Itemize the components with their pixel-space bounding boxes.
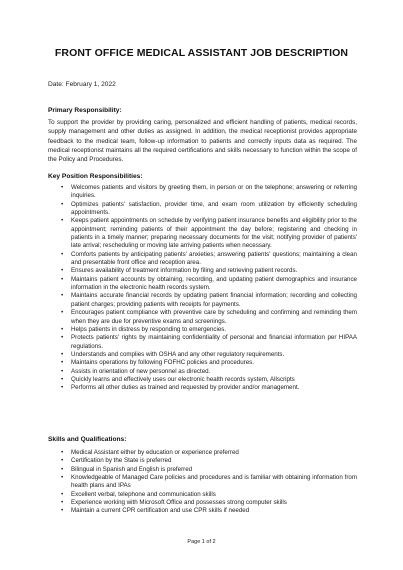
list-item: • Keeps patient appointments on schedule by verifying patient insurance benefits and eligibility prior to the appointment; reminding patients of their appointment the day before; registering and checking in patients in a timely manner; preparing necessary documents for the visit; notifying provider of patients' late arrival; rescheduling or moving late arriving patients when necessary. bbox=[48, 217, 357, 250]
list-item: • Knowledgeable of Managed Care policies and procedures and is familiar with obtaining information from health plans and IPAs bbox=[48, 474, 357, 491]
document-date: Date: February 1, 2022 bbox=[48, 81, 116, 88]
list-item: • Quickly learns and effectively uses our electronic health records system, Allscripts bbox=[48, 376, 357, 384]
list-item: • Ensures availability of treatment information by filing and retrieving patient records. bbox=[48, 267, 357, 275]
list-item: • Comforts patients by anticipating patients' anxieties; answering patients' questions; maintaining a clean and presentable front office and reception area. bbox=[48, 251, 357, 268]
list-item: • Experience working with Microsoft Office and possesses strong computer skills bbox=[48, 499, 357, 507]
key-responsibilities-list bbox=[48, 184, 357, 393]
list-item: • Medical Assistant either by education or experience preferred bbox=[48, 449, 357, 457]
skills-list bbox=[48, 449, 357, 516]
list-item: • Certification by the State is preferred bbox=[48, 457, 357, 465]
document-title: FRONT OFFICE MEDICAL ASSISTANT JOB DESCRIPTION bbox=[54, 47, 349, 59]
primary-responsibility-text: To support the provider by providing caring, personalized and efficient handling of patients, medical records, supply management and other duties as assigned. In addition, the medical receptionist provides appropriate feedback to the medical team, follow-up information to patients and correctly inputs data as required. The medical receptionist maintains all the required certifications and skills necessary to function within the scope of the Policy and Procedures. bbox=[48, 119, 357, 164]
list-item: • Welcomes patients and visitors by greeting them, in person or on the telephone; answering or referring inquiries. bbox=[48, 184, 357, 201]
list-item: • Encourages patient compliance with preventive care by scheduling and confirming and reminding them when they are due for preventive exams and screenings. bbox=[48, 309, 357, 326]
primary-responsibility-heading: Primary Responsibility: bbox=[48, 107, 122, 114]
list-item: • Maintains accurate financial records by updating patient financial information; recording and collecting patient charges; providing patients with receipts for payments. bbox=[48, 292, 357, 309]
key-responsibilities-heading: Key Position Responsibilities: bbox=[48, 173, 143, 180]
list-item: • Bilingual in Spanish and English is preferred bbox=[48, 466, 357, 474]
list-item: • Optimizes patients' satisfaction, provider time, and exam room utilization by efficiently scheduling appointments. bbox=[48, 201, 357, 218]
list-item: • Maintains operations by following FOFHC policies and procedures. bbox=[48, 359, 357, 367]
list-item: • Assists in orientation of new personnel as directed. bbox=[48, 368, 357, 376]
list-item: • Protects patients' rights by maintaining confidentiality of personal and financial information per HIPAA regulations. bbox=[48, 334, 357, 351]
skills-heading: Skills and Qualifications: bbox=[48, 436, 127, 443]
list-item: • Maintain a current CPR certification and use CPR skills if needed bbox=[48, 507, 357, 515]
list-item: • Excellent verbal, telephone and communication skills bbox=[48, 491, 357, 499]
list-item: • Understands and complies with OSHA and any other regulatory requirements. bbox=[48, 351, 357, 359]
list-item: • Performs all other duties as trained and requested by provider and/or management. bbox=[48, 384, 357, 392]
list-item: • Maintains patient accounts by obtaining, recording, and updating patient demographics and insurance information in the electronic health records system. bbox=[48, 276, 357, 293]
page-number: Page 1 of 2 bbox=[187, 539, 216, 545]
list-item: • Helps patients in distress by responding to emergencies. bbox=[48, 326, 357, 334]
